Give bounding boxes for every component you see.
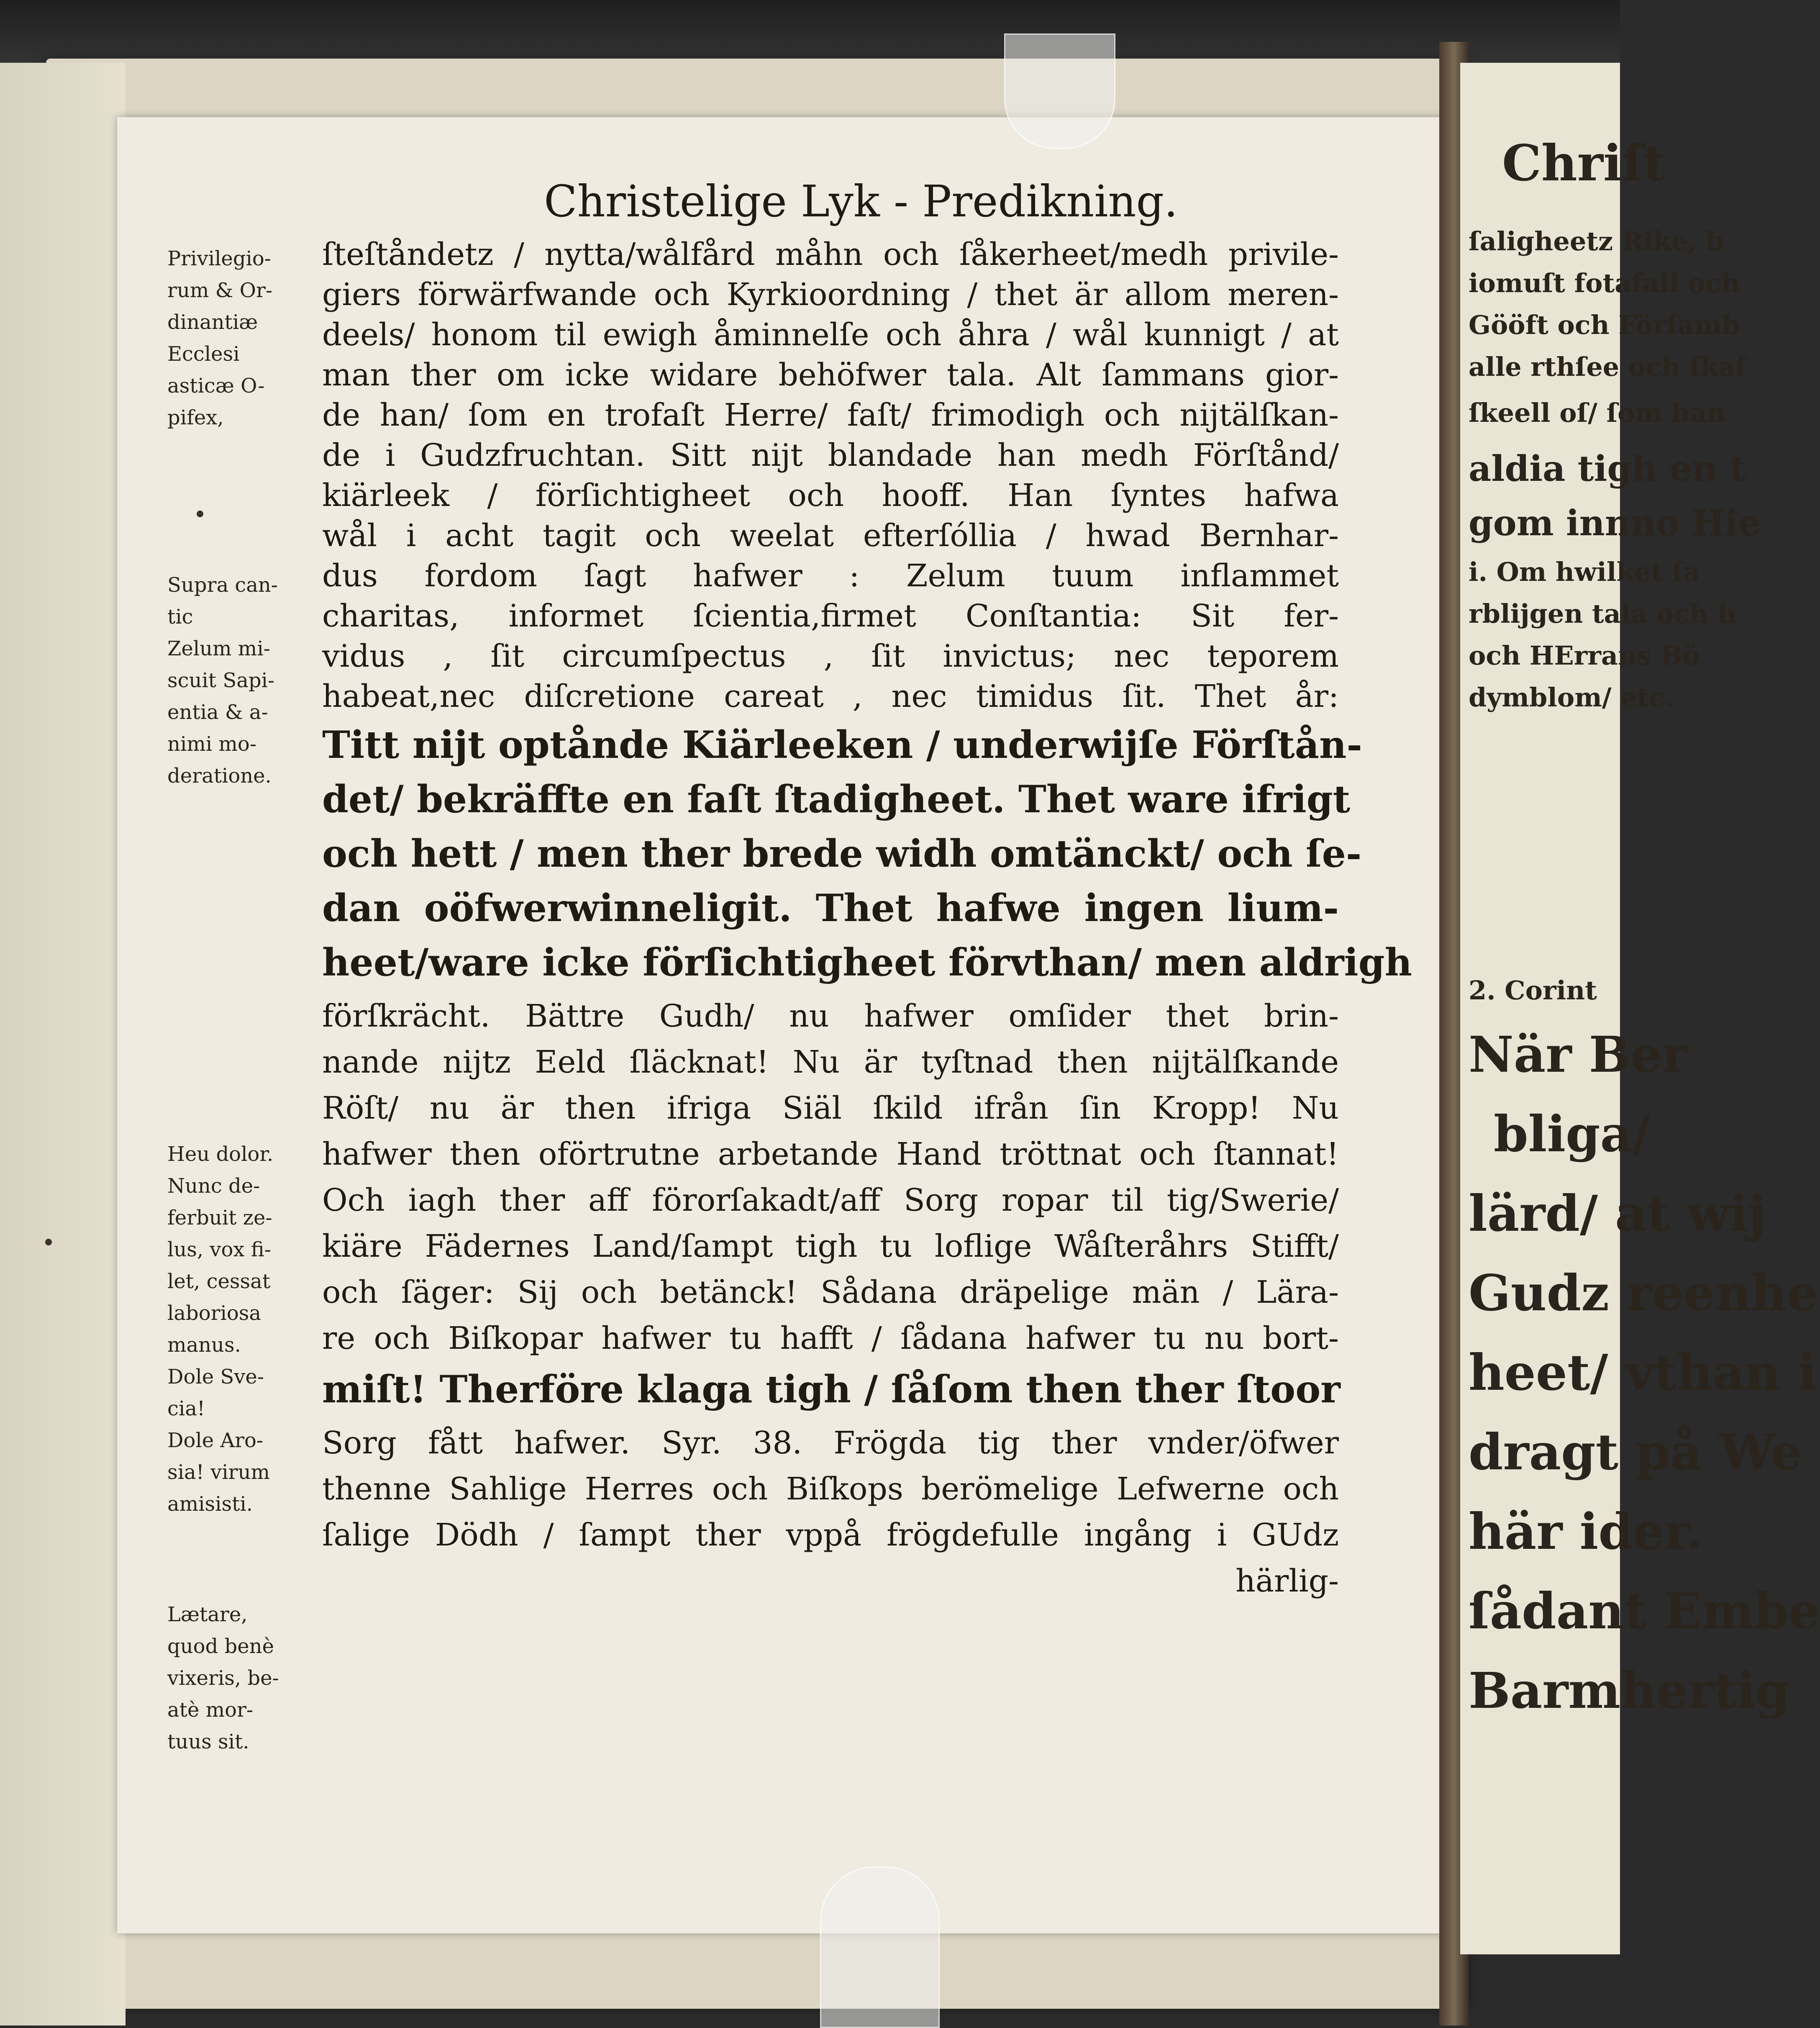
margin-note-line: Zelum mi-: [167, 637, 270, 660]
facing-fragment: ſaligheetz Rike, b: [1469, 226, 1724, 257]
margin-note-line: asticæ O-: [167, 374, 265, 398]
margin-note-line: Privilegio-: [167, 247, 272, 270]
page-clip-bottom: [820, 1866, 940, 2028]
margin-note-line: pifex,: [167, 406, 224, 429]
body-line: kiäre Fädernes Land/ſampt tigh tu loflige Wåſteråhrs Stifft/: [322, 1228, 1339, 1264]
body-line: Och iagh ther aff förorſakadt/aff Sorg ropar til tig/Swerie/: [322, 1182, 1339, 1218]
body-line: Titt nijt optånde Kiärleeken / underwijſe Förſtån-: [322, 723, 1362, 767]
body-line: de i Gudzfruchtan. Sitt nijt blandade han medh Förſtånd/: [322, 437, 1339, 473]
margin-note-line: Heu dolor.: [167, 1142, 274, 1166]
body-line: re och Biſkopar hafwer tu hafft / ſådana hafwer tu nu bort-: [322, 1320, 1339, 1356]
margin-note-line: deratione.: [167, 764, 272, 788]
margin-note-line: let, cessat: [167, 1270, 271, 1293]
margin-note-line: nimi mo-: [167, 732, 257, 756]
margin-note-line: lus, vox fi-: [167, 1238, 271, 1261]
margin-note-1: [167, 243, 310, 434]
facing-fragment: dragt på We: [1469, 1423, 1802, 1481]
facing-fragment: Gudz reenhe: [1469, 1264, 1819, 1322]
margin-note-line: laboriosa: [167, 1302, 261, 1325]
body-line: man ther om icke widare behöfwer tala. Alt ſammans gior-: [322, 357, 1339, 393]
margin-note-line: atè mor-: [167, 1698, 254, 1722]
facing-fragment: och HErrans Bö: [1469, 640, 1700, 671]
margin-note-line: rum & Or-: [167, 279, 273, 302]
body-line: heet/ware icke förſichtigheet förvthan/ men aldrigh: [322, 940, 1412, 985]
facing-fragment: Chriſt: [1502, 134, 1666, 192]
margin-note-4: [167, 1599, 310, 1758]
body-line: giers förwärfwande och Kyrkioordning / thet är allom meren-: [322, 277, 1339, 313]
page-title: Christelige Lyk - Predikning.: [544, 176, 1178, 227]
facing-fragment: aldia tigh en t: [1469, 448, 1746, 489]
facing-fragment: Gööft och Förſamb: [1469, 310, 1740, 340]
body-line: det/ bekräffte en faſt ſtadigheet. Thet ware ifrigt: [322, 777, 1351, 821]
page-clip-top: [1004, 33, 1115, 149]
facing-fragment: 2. Corint: [1469, 975, 1597, 1006]
facing-page: [1460, 63, 1820, 1954]
facing-fragment: ſkeell oſ/ ſom han: [1469, 398, 1726, 428]
body-line: och ſäger: Sij och betänck! Sådana dräpelige män / Lära-: [322, 1274, 1339, 1310]
body-line: kiärleek / förſichtigheet och hooff. Han ſyntes hafwa: [322, 477, 1339, 513]
facing-fragment: heet/ vthan i: [1469, 1343, 1817, 1402]
body-line: härlig-: [1236, 1563, 1339, 1599]
margin-note-line: Ecclesi: [167, 342, 240, 366]
margin-note-line: vixeris, be-: [167, 1666, 279, 1690]
margin-note-line: Dole Sve-: [167, 1365, 264, 1389]
facing-fragment: i. Om hwilket ſa: [1469, 557, 1700, 587]
body-line: thenne Sahlige Herres och Biſkops berömelige Lefwerne och: [322, 1471, 1339, 1507]
body-line: charitas, informet ſcientia,firmet Conſtantia: Sit fer-: [322, 598, 1339, 634]
body-line: och hett / men ther brede widh omtänckt/ och ſe-: [322, 832, 1362, 876]
margin-note-line: dinantiæ: [167, 311, 258, 334]
body-line: Sorg fått hafwer. Syr. 38. Frögda tig ther vnder/öfwer: [322, 1425, 1339, 1461]
body-line: vidus , ſit circumſpectus , ſit invictus; nec teporem: [322, 638, 1339, 674]
margin-note-line: ferbuit ze-: [167, 1206, 272, 1230]
facing-fragment: dymblom/ etc.: [1469, 682, 1674, 713]
margin-note-line: tuus sit.: [167, 1730, 249, 1753]
margin-note-line: entia & a-: [167, 701, 268, 724]
margin-note-line: Nunc de-: [167, 1174, 260, 1198]
body-line: habeat,nec diſcretione careat , nec timidus ſit. Thet år:: [322, 678, 1339, 714]
body-line: miſt! Therföre klaga tigh / ſåſom then ther ſtoor: [322, 1367, 1341, 1412]
margin-note-line: cia!: [167, 1397, 205, 1420]
body-line: de han/ ſom en trofaſt Herre/ faſt/ frimodigh och nijtälſkan-: [322, 397, 1339, 433]
left-page-edge: [0, 63, 126, 2025]
body-line: nande nijtz Eeld ſläcknat! Nu är tyſtnad then nijtälſkande: [322, 1044, 1339, 1080]
facing-fragment: När Ber: [1469, 1025, 1688, 1083]
margin-note-line: manus.: [167, 1333, 241, 1357]
body-line: Röſt/ nu är then ifriga Siäl ſkild ifrån ſin Kropp! Nu: [322, 1090, 1339, 1126]
margin-note-line: Dole Aro-: [167, 1429, 264, 1452]
facing-fragment: Barmhertig: [1469, 1661, 1790, 1720]
margin-note-line: amisisti.: [167, 1492, 253, 1516]
facing-fragment: här ider.: [1469, 1502, 1703, 1561]
facing-fragment: alle rthſee och ſkaf: [1469, 352, 1747, 382]
margin-note-line: sia! virum: [167, 1461, 270, 1484]
margin-note-line: tic: [167, 605, 193, 629]
body-line: hafwer then oförtrutne arbetande Hand tröttnat och ſtannat!: [322, 1136, 1339, 1172]
facing-fragment: ſådant Embe: [1469, 1582, 1820, 1640]
body-line: ſalige Dödh / ſampt ther vppå frögdefulle ingång i GUdz: [322, 1517, 1339, 1553]
ink-dot: [197, 511, 203, 517]
body-line: ſteſtåndetz / nytta/wålfård måhn och ſåkerheet/medh privile-: [322, 236, 1339, 272]
margin-note-3: [167, 1138, 310, 1520]
facing-fragment: bliga/: [1494, 1105, 1651, 1163]
margin-note-line: Supra can-: [167, 573, 278, 597]
body-line: dan oöfwerwinneligit. Thet hafwe ingen lium-: [322, 886, 1339, 930]
facing-fragment: gom innno Hie: [1469, 502, 1761, 544]
margin-note-line: quod benè: [167, 1635, 274, 1658]
body-line: deels/ honom til ewigh åminnelſe och åhra / wål kunnigt / at: [322, 317, 1339, 353]
facing-fragment: rblijgen tala och h: [1469, 598, 1736, 629]
body-line: dus fordom ſagt hafwer : Zelum tuum inflammet: [322, 558, 1339, 594]
margin-note-2: [167, 569, 310, 792]
margin-note-line: Lætare,: [167, 1603, 248, 1626]
ink-dot: [45, 1239, 52, 1245]
body-line: förſkrächt. Bättre Gudh/ nu hafwer omſider thet brin-: [322, 998, 1339, 1034]
body-line: wål i acht tagit och weelat efterſóllia / hwad Bernhar-: [322, 518, 1339, 554]
facing-fragment: lärd/ at wij: [1469, 1184, 1766, 1242]
margin-note-line: scuit Sapi-: [167, 669, 275, 692]
facing-fragment: iomuſt fotafall och: [1469, 268, 1741, 298]
